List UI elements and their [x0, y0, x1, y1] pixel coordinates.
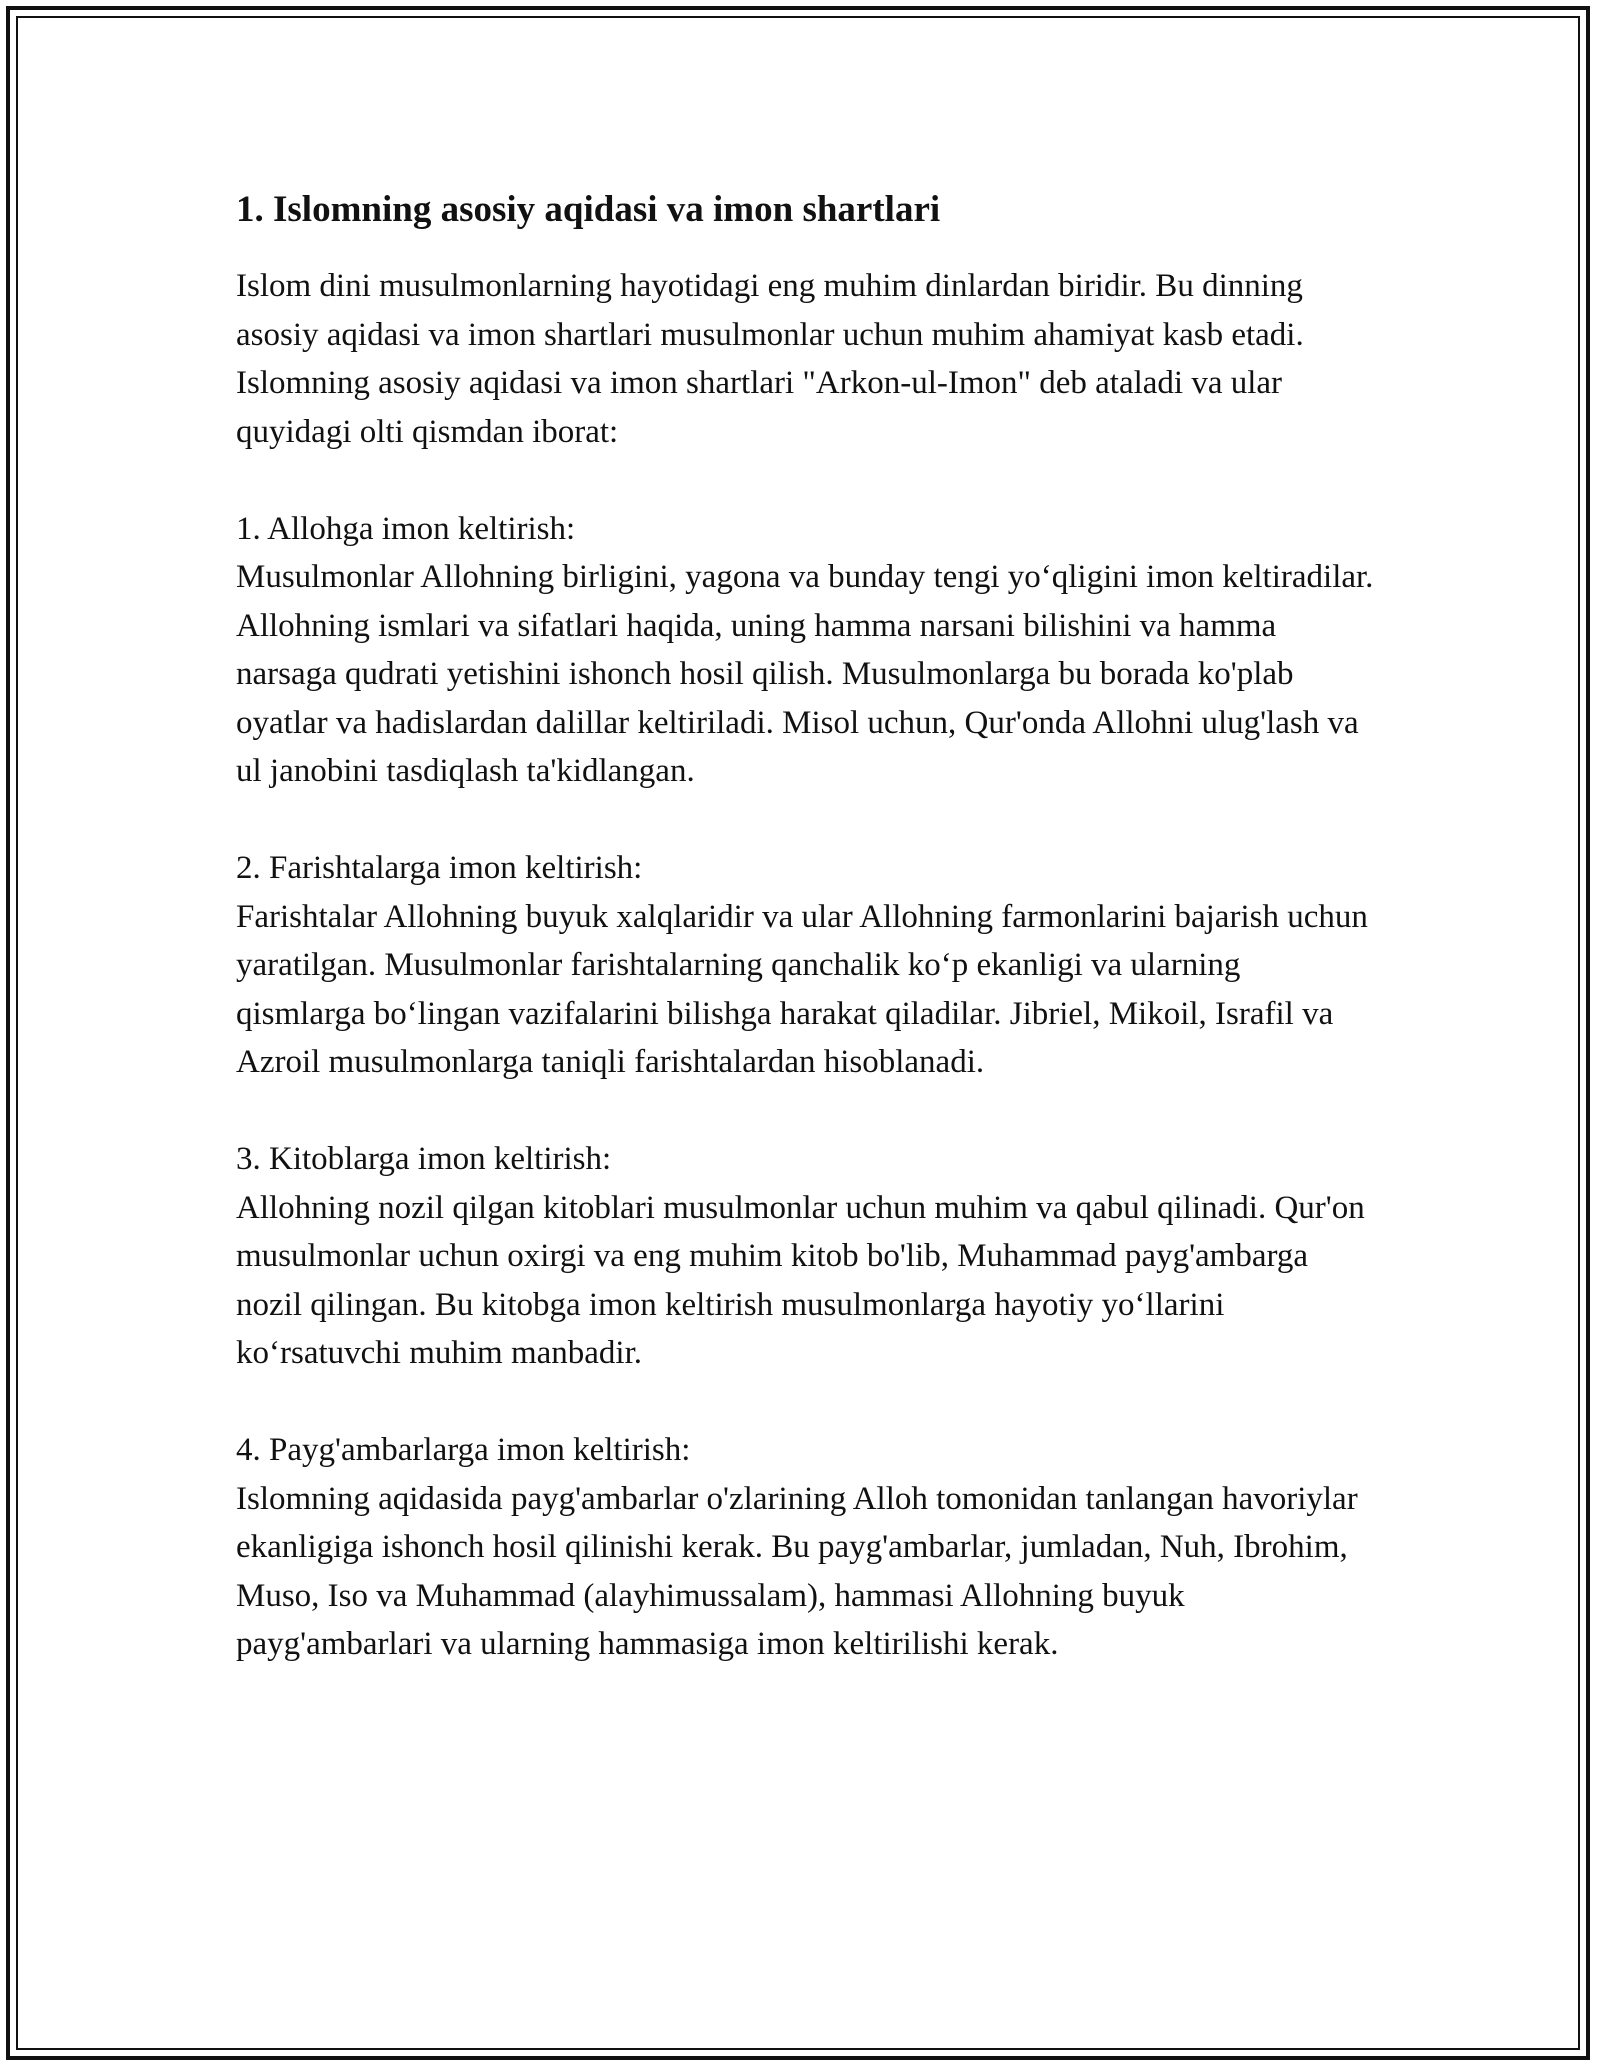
section-kitoblarga-imon	[236, 1135, 1376, 1378]
intro-paragraph: Islom dini musulmonlarning hayotidagi eng muhim dinlardan biridir. Bu dinning asosiy aqidasi va imon shartlari musulmonlar uchun muhim ahamiyat kasb etadi. Islomning asosiy aqidasi va imon shartlari "Arkon-ul-Imon" deb ataladi va ular quyidagi olti qismdan iborat:	[236, 268, 1304, 450]
section-body: Islomning aqidasida payg'ambarlar o'zlarining Alloh tomonidan tanlangan havoriylar ekanligiga ishonch hosil qilinishi kerak. Bu payg'ambarlar, jumladan, Nuh, Ibrohim, Muso, Iso va Muhammad (alayhimussalam), hammasi Allohning buyuk payg'ambarlari va ularning hammasiga imon keltirilishi kerak.	[236, 1480, 1358, 1663]
document-title: 1. Islomning asosiy aqidasi va imon shartlari	[236, 189, 941, 230]
section-body: Farishtalar Allohning buyuk xalqlaridir va ular Allohning farmonlarini bajarish uchun yaratilgan. Musulmonlar farishtalarning qanchalik ko‘p ekanligi va ularning qismlarga bo‘lingan vazifalarini bilishga harakat qiladilar. Jibriel, Mikoil, Israfil va Azroil musulmonlarga taniqli farishtalardan hisoblanadi.	[236, 898, 1368, 1081]
section-body: Musulmonlar Allohning birligini, yagona va bunday tengi yo‘qligini imon keltiradilar. Allohning ismlari va sifatlari haqida, uning hamma narsani bilishini va hamma narsaga qudrati yetishini ishonch hosil qilish. Musulmonlarga bu borada ko'plab oyatlar va hadislardan dalillar keltiriladi. Misol uchun, Qur'onda Allohni ulug'lash va ul janobini tasdiqlash ta'kidlangan.	[236, 559, 1374, 790]
section-farishtalarga-imon	[236, 844, 1376, 1087]
section-title: 1. Allohga imon keltirish:	[236, 510, 576, 547]
section-body: Allohning nozil qilgan kitoblari musulmonlar uchun muhim va qabul qilinadi. Qur'on musulmonlar uchun oxirgi va eng muhim kitob bo'lib, Muhammad payg'ambarga nozil qilingan. Bu kitobga imon keltirish musulmonlarga hayotiy yo‘llarini ko‘rsatuvchi muhim manbadir.	[236, 1189, 1365, 1372]
section-allohga-imon	[236, 505, 1376, 796]
section-title: 2. Farishtalarga imon keltirish:	[236, 850, 643, 887]
document-body	[236, 188, 1376, 1669]
section-title: 4. Payg'ambarlarga imon keltirish:	[236, 1432, 691, 1469]
section-title: 3. Kitoblarga imon keltirish:	[236, 1141, 612, 1178]
section-paygambarlarga-imon	[236, 1426, 1376, 1669]
